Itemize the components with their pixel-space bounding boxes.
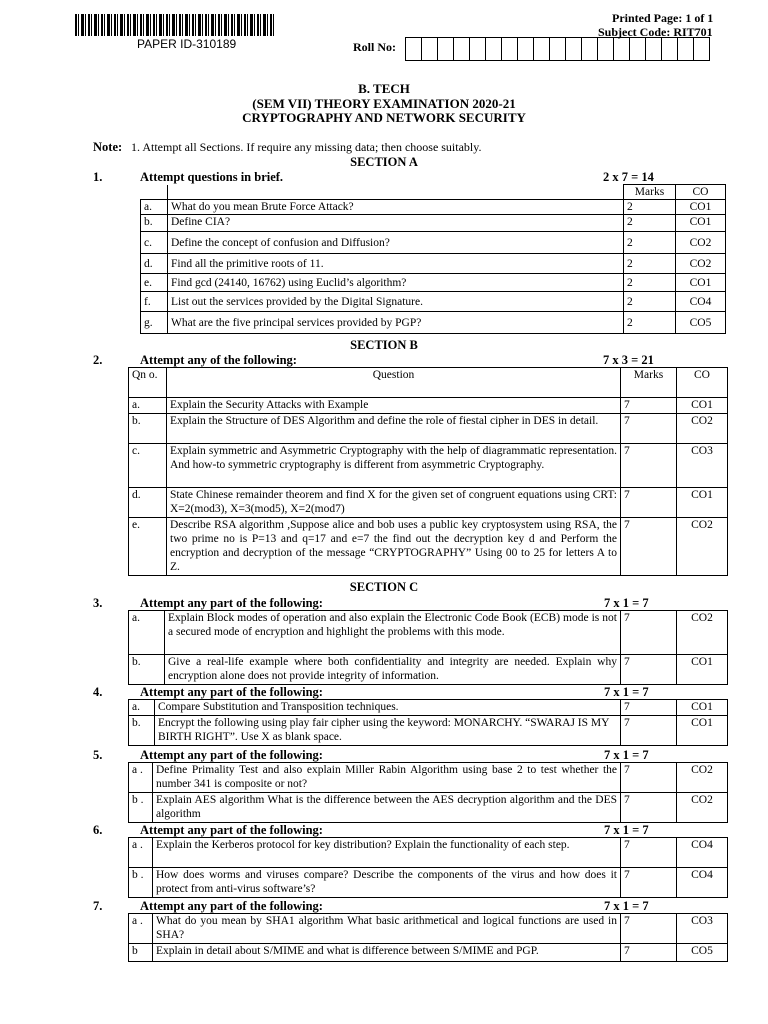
table-row: a . Define Primality Test and also explain Miller Rabin Algorithm using base 2 to test whether the number 341 is composite or not? 7 CO2	[129, 763, 728, 793]
table-row: a. Compare Substitution and Transposition techniques. 7 CO1	[129, 700, 728, 716]
question-header: Question	[167, 368, 621, 398]
table-row: c. Explain symmetric and Asymmetric Cryptography with the help of diagrammatic representation. And how-to symmetric cryptography is different from asymmetric Cryptography. 7 CO3	[129, 444, 728, 488]
subject-code: Subject Code: RIT701	[598, 25, 713, 39]
table-row: g. What are the five principal services provided by PGP? 2 CO5	[141, 312, 726, 334]
q7-number: 7.	[93, 899, 103, 913]
q4-instruction: Attempt any part of the following:	[140, 685, 323, 699]
q5-instruction: Attempt any part of the following:	[140, 748, 323, 762]
roll-no-boxes[interactable]	[405, 37, 710, 61]
section-b-table: Qn o. Question Marks CO a. Explain the Security Attacks with Example 7 CO1 b. Explain the Structure of DES Algorithm and define the role of fiestal cipher in DES in detail. 7 CO2 c. Explain symmetric and Asymmetric Cryptography with the help of diagrammatic representation. And how-to symmetric cryptography is different from asymmetric Cryptography. 7 CO3 d. State Chinese remainder theorem and find X for the given set of congruent equations using CRT: X=2(mod3), X=3(mod5), X=2(mod7) 7 CO1 e. Describe RSA algorithm ,Suppose alice and bob uses a public key cryptosystem using RSA, the two prime no is P=13 and q=17 and e=7 the find out the decryption key d and Perform the encryption and decryption of the message “CRYPTOGRAPHY” Using 00 to 25 for letters A to Z. 7 CO2	[128, 367, 728, 576]
q3-instruction: Attempt any part of the following:	[140, 596, 323, 610]
qno-header: Qn o.	[129, 368, 167, 398]
section-a-title: SECTION A	[350, 155, 418, 169]
co-header: CO	[676, 185, 726, 200]
table-row: c. Define the concept of confusion and Diffusion? 2 CO2	[141, 232, 726, 254]
q6-table	[128, 837, 728, 898]
q2-marks: 7 x 3 = 21	[603, 353, 654, 367]
table-row: e. Describe RSA algorithm ,Suppose alice and bob uses a public key cryptosystem using RSA, the two prime no is P=13 and q=17 and e=7 the find out the decryption key d and Perform the encryption and decryption of the message “CRYPTOGRAPHY” Using 00 to 25 for letters A to Z. 7 CO2	[129, 518, 728, 576]
table-row: a. What do you mean Brute Force Attack? 2 CO1	[141, 200, 726, 215]
table-row: b. Give a real-life example where both confidentiality and integrity are needed. Explain why encryption alone does not provide integrity of information. 7 CO1	[129, 655, 728, 685]
q5-marks: 7 x 1 = 7	[604, 748, 649, 762]
q3-table	[128, 610, 728, 685]
q7-table	[128, 913, 728, 962]
q7-marks: 7 x 1 = 7	[604, 899, 649, 913]
marks-header: Marks	[624, 185, 676, 200]
table-row: b. Explain the Structure of DES Algorithm and define the role of fiestal cipher in DES in detail. 7 CO2	[129, 414, 728, 444]
q6-instruction: Attempt any part of the following:	[140, 823, 323, 837]
table-row: a . Explain the Kerberos protocol for key distribution? Explain the functionality of each step. 7 CO4	[129, 838, 728, 868]
table-row: b. Encrypt the following using play fair cipher using the keyword: MONARCHY. “SWARAJ IS MY BIRTH RIGHT”. Use X as blank space. 7 CO1	[129, 716, 728, 746]
table-row: b . Explain AES algorithm What is the difference between the AES decryption algorithm and the DES algorithm 7 CO2	[129, 793, 728, 823]
table-row: b. Define CIA? 2 CO1	[141, 215, 726, 232]
table-row: a. Explain the Security Attacks with Example 7 CO1	[129, 398, 728, 414]
table-row: b Explain in detail about S/MIME and what is difference between S/MIME and PGP. 7 CO5	[129, 944, 728, 962]
paper-id: PAPER ID-310189	[137, 37, 237, 51]
table-row: f. List out the services provided by the Digital Signature. 2 CO4	[141, 292, 726, 312]
q6-marks: 7 x 1 = 7	[604, 823, 649, 837]
q5-table	[128, 762, 728, 823]
roll-no-label: Roll No:	[353, 40, 396, 54]
table-row: d. State Chinese remainder theorem and find X for the given set of congruent equations using CRT: X=2(mod3), X=3(mod5), X=2(mod7) 7 CO1	[129, 488, 728, 518]
q4-number: 4.	[93, 685, 103, 699]
table-row: e. Find gcd (24140, 16762) using Euclid’s algorithm? 2 CO1	[141, 274, 726, 292]
section-c-title: SECTION C	[349, 580, 419, 594]
q3-marks: 7 x 1 = 7	[604, 596, 649, 610]
q6-number: 6.	[93, 823, 103, 837]
table-row: b . How does worms and viruses compare? Describe the components of the virus and how does it protect from anti-virus software’s? 7 CO4	[129, 868, 728, 898]
section-a-table	[140, 184, 726, 334]
q3-number: 3.	[93, 596, 103, 610]
q2-number: 2.	[93, 353, 103, 367]
note-text: 1. Attempt all Sections. If require any missing data; then choose suitably.	[131, 140, 482, 154]
q4-table	[128, 699, 728, 746]
q1-instruction: Attempt questions in brief.	[140, 170, 284, 184]
table-row: a . What do you mean by SHA1 algorithm What basic arithmetical and logical functions are used in SHA? 7 CO3	[129, 914, 728, 944]
section-b-title: SECTION B	[350, 338, 418, 352]
exam-title: (SEM VII) THEORY EXAMINATION 2020-21	[252, 96, 516, 111]
barcode	[75, 14, 275, 36]
course: B. TECH	[358, 81, 410, 96]
q2-instruction: Attempt any of the following:	[140, 353, 297, 367]
q4-marks: 7 x 1 = 7	[604, 685, 649, 699]
subject-title: CRYPTOGRAPHY AND NETWORK SECURITY	[242, 110, 526, 125]
table-row: d. Find all the primitive roots of 11. 2 CO2	[141, 254, 726, 274]
q1-number: 1.	[93, 170, 103, 184]
q5-number: 5.	[93, 748, 103, 762]
table-row: a. Explain Block modes of operation and also explain the Electronic Code Book (ECB) mode is not a secured mode of encryption and highlight the problems with this mode. 7 CO2	[129, 611, 728, 655]
q1-marks: 2 x 7 = 14	[603, 170, 654, 184]
printed-page: Printed Page: 1 of 1	[612, 11, 714, 25]
note-label: Note:	[93, 140, 123, 154]
q7-instruction: Attempt any part of the following:	[140, 899, 323, 913]
